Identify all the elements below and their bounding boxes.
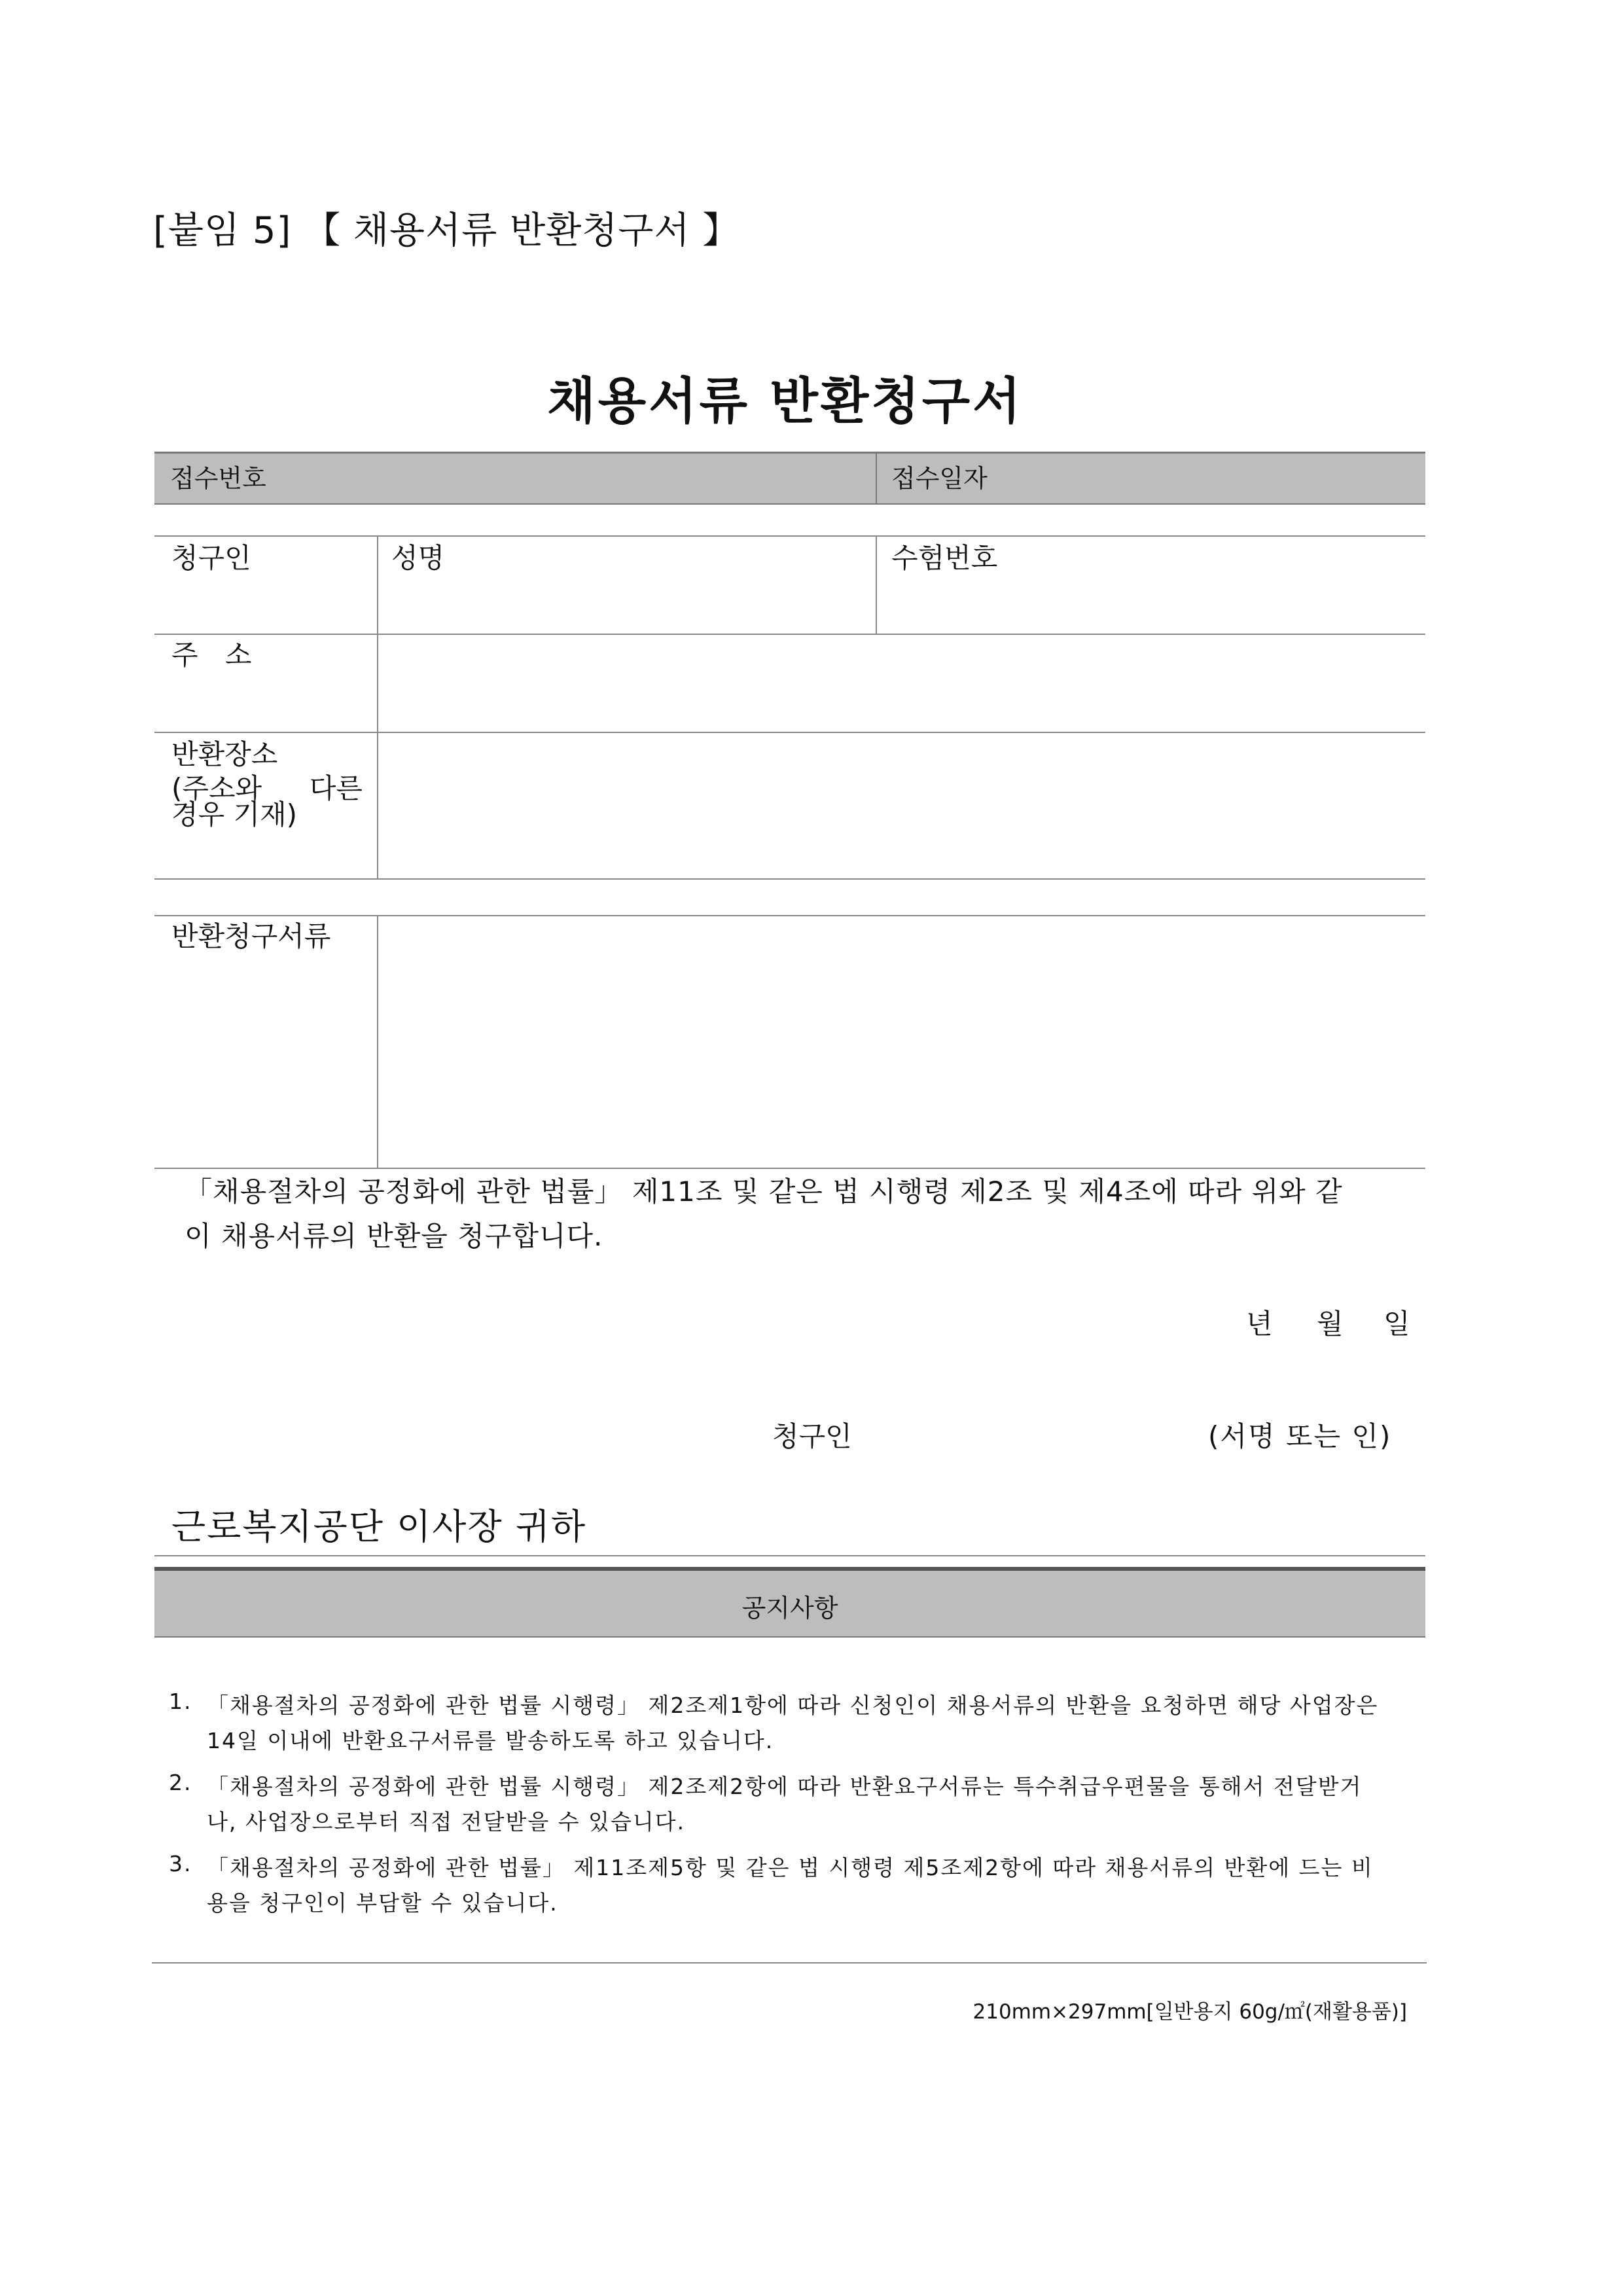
notice-item-1-line-1: 「채용절차의 공정화에 관한 법률 시행령」 제2조제1항에 따라 신청인이 채용서류의 반환을 요청하면 해당 사업장은 (207, 1693, 1379, 1718)
documents-bottom-border (154, 1168, 1425, 1169)
form-top-border (154, 535, 1425, 537)
receipt-divider (876, 453, 877, 504)
date-month: 월 (1317, 1308, 1344, 1340)
notice-item-2-line-2: 나, 사업장으로부터 직접 전달받을 수 있습니다. (207, 1809, 686, 1835)
exam-number-field[interactable]: 수험번호 (891, 542, 998, 574)
label-column-divider-upper (377, 537, 378, 878)
notice-heading-bottom (154, 1636, 1425, 1638)
date-year: 년 (1246, 1308, 1273, 1340)
name-field[interactable]: 성명 (391, 542, 445, 574)
receipt-row (154, 452, 1425, 504)
notice-item-3-num: 3. (169, 1851, 192, 1876)
label-column-divider-lower (377, 916, 378, 1168)
notice-item-3-line-2: 용을 청구인이 부담할 수 있습니다. (207, 1890, 558, 1916)
return-place-field[interactable] (380, 734, 1424, 877)
address-bottom-border (154, 732, 1425, 733)
recipient: 근로복지공단 이사장 귀하 (171, 1506, 587, 1547)
notice-top-line-thin (154, 1555, 1425, 1556)
notice-item-2-line-1: 「채용절차의 공정화에 관한 법률 시행령」 제2조제2항에 따라 반환요구서류는 특수취급우편물을 통해서 전달받거 (207, 1774, 1363, 1799)
statement-line-2: 이 채용서류의 반환을 청구합니다. (185, 1220, 603, 1252)
documents-label: 반환청구서류 (171, 920, 331, 952)
return-place-bottom-border (154, 878, 1425, 880)
notice-bottom-line (152, 1962, 1427, 1964)
signature-field[interactable]: (서명 또는 인) (1208, 1420, 1392, 1452)
address-field[interactable] (380, 636, 1424, 730)
return-place-note-cont: 경우 기재) (171, 798, 298, 831)
attachment-header: [붙임 5] 【 채용서류 반환청구서 】 (153, 209, 740, 252)
statement-line-1: 「채용절차의 공정화에 관한 법률」 제11조 및 같은 법 시행령 제2조 및 제4조에 따라 위와 같 (185, 1175, 1343, 1208)
notice-item-1-line-2: 14일 이내에 반환요구서류를 발송하도록 하고 있습니다. (207, 1728, 774, 1753)
receipt-number-label: 접수번호 (170, 464, 266, 493)
document-title: 채용서류 반환청구서 (547, 372, 1024, 430)
paper-spec: 210mm×297mm[일반용지 60g/㎡(재활용품)] (972, 2000, 1407, 2024)
notice-item-1-num: 1. (169, 1689, 192, 1714)
claimant-bottom-border (377, 634, 1425, 635)
documents-top-border (154, 915, 1425, 916)
return-place-label: 반환장소 (171, 738, 278, 770)
notice-heading: 공지사항 (741, 1594, 838, 1623)
claimant-label: 청구인 (171, 542, 251, 574)
return-place-note: (주소와 다른 (171, 772, 363, 804)
notice-item-3-line-1: 「채용절차의 공정화에 관한 법률」 제11조제5항 및 같은 법 시행령 제5조제2항에 따라 채용서류의 반환에 드는 비 (207, 1855, 1374, 1880)
date-day: 일 (1383, 1308, 1410, 1340)
documents-field[interactable] (380, 918, 1424, 1166)
receipt-date-label: 접수일자 (891, 464, 988, 493)
address-label: 주 소 (171, 639, 261, 671)
exam-number-divider (876, 537, 877, 634)
notice-item-2-num: 2. (169, 1770, 192, 1795)
receipt-top-border (154, 452, 1425, 454)
receipt-bottom-border (154, 503, 1425, 505)
signature-claimant-label: 청구인 (772, 1420, 852, 1452)
